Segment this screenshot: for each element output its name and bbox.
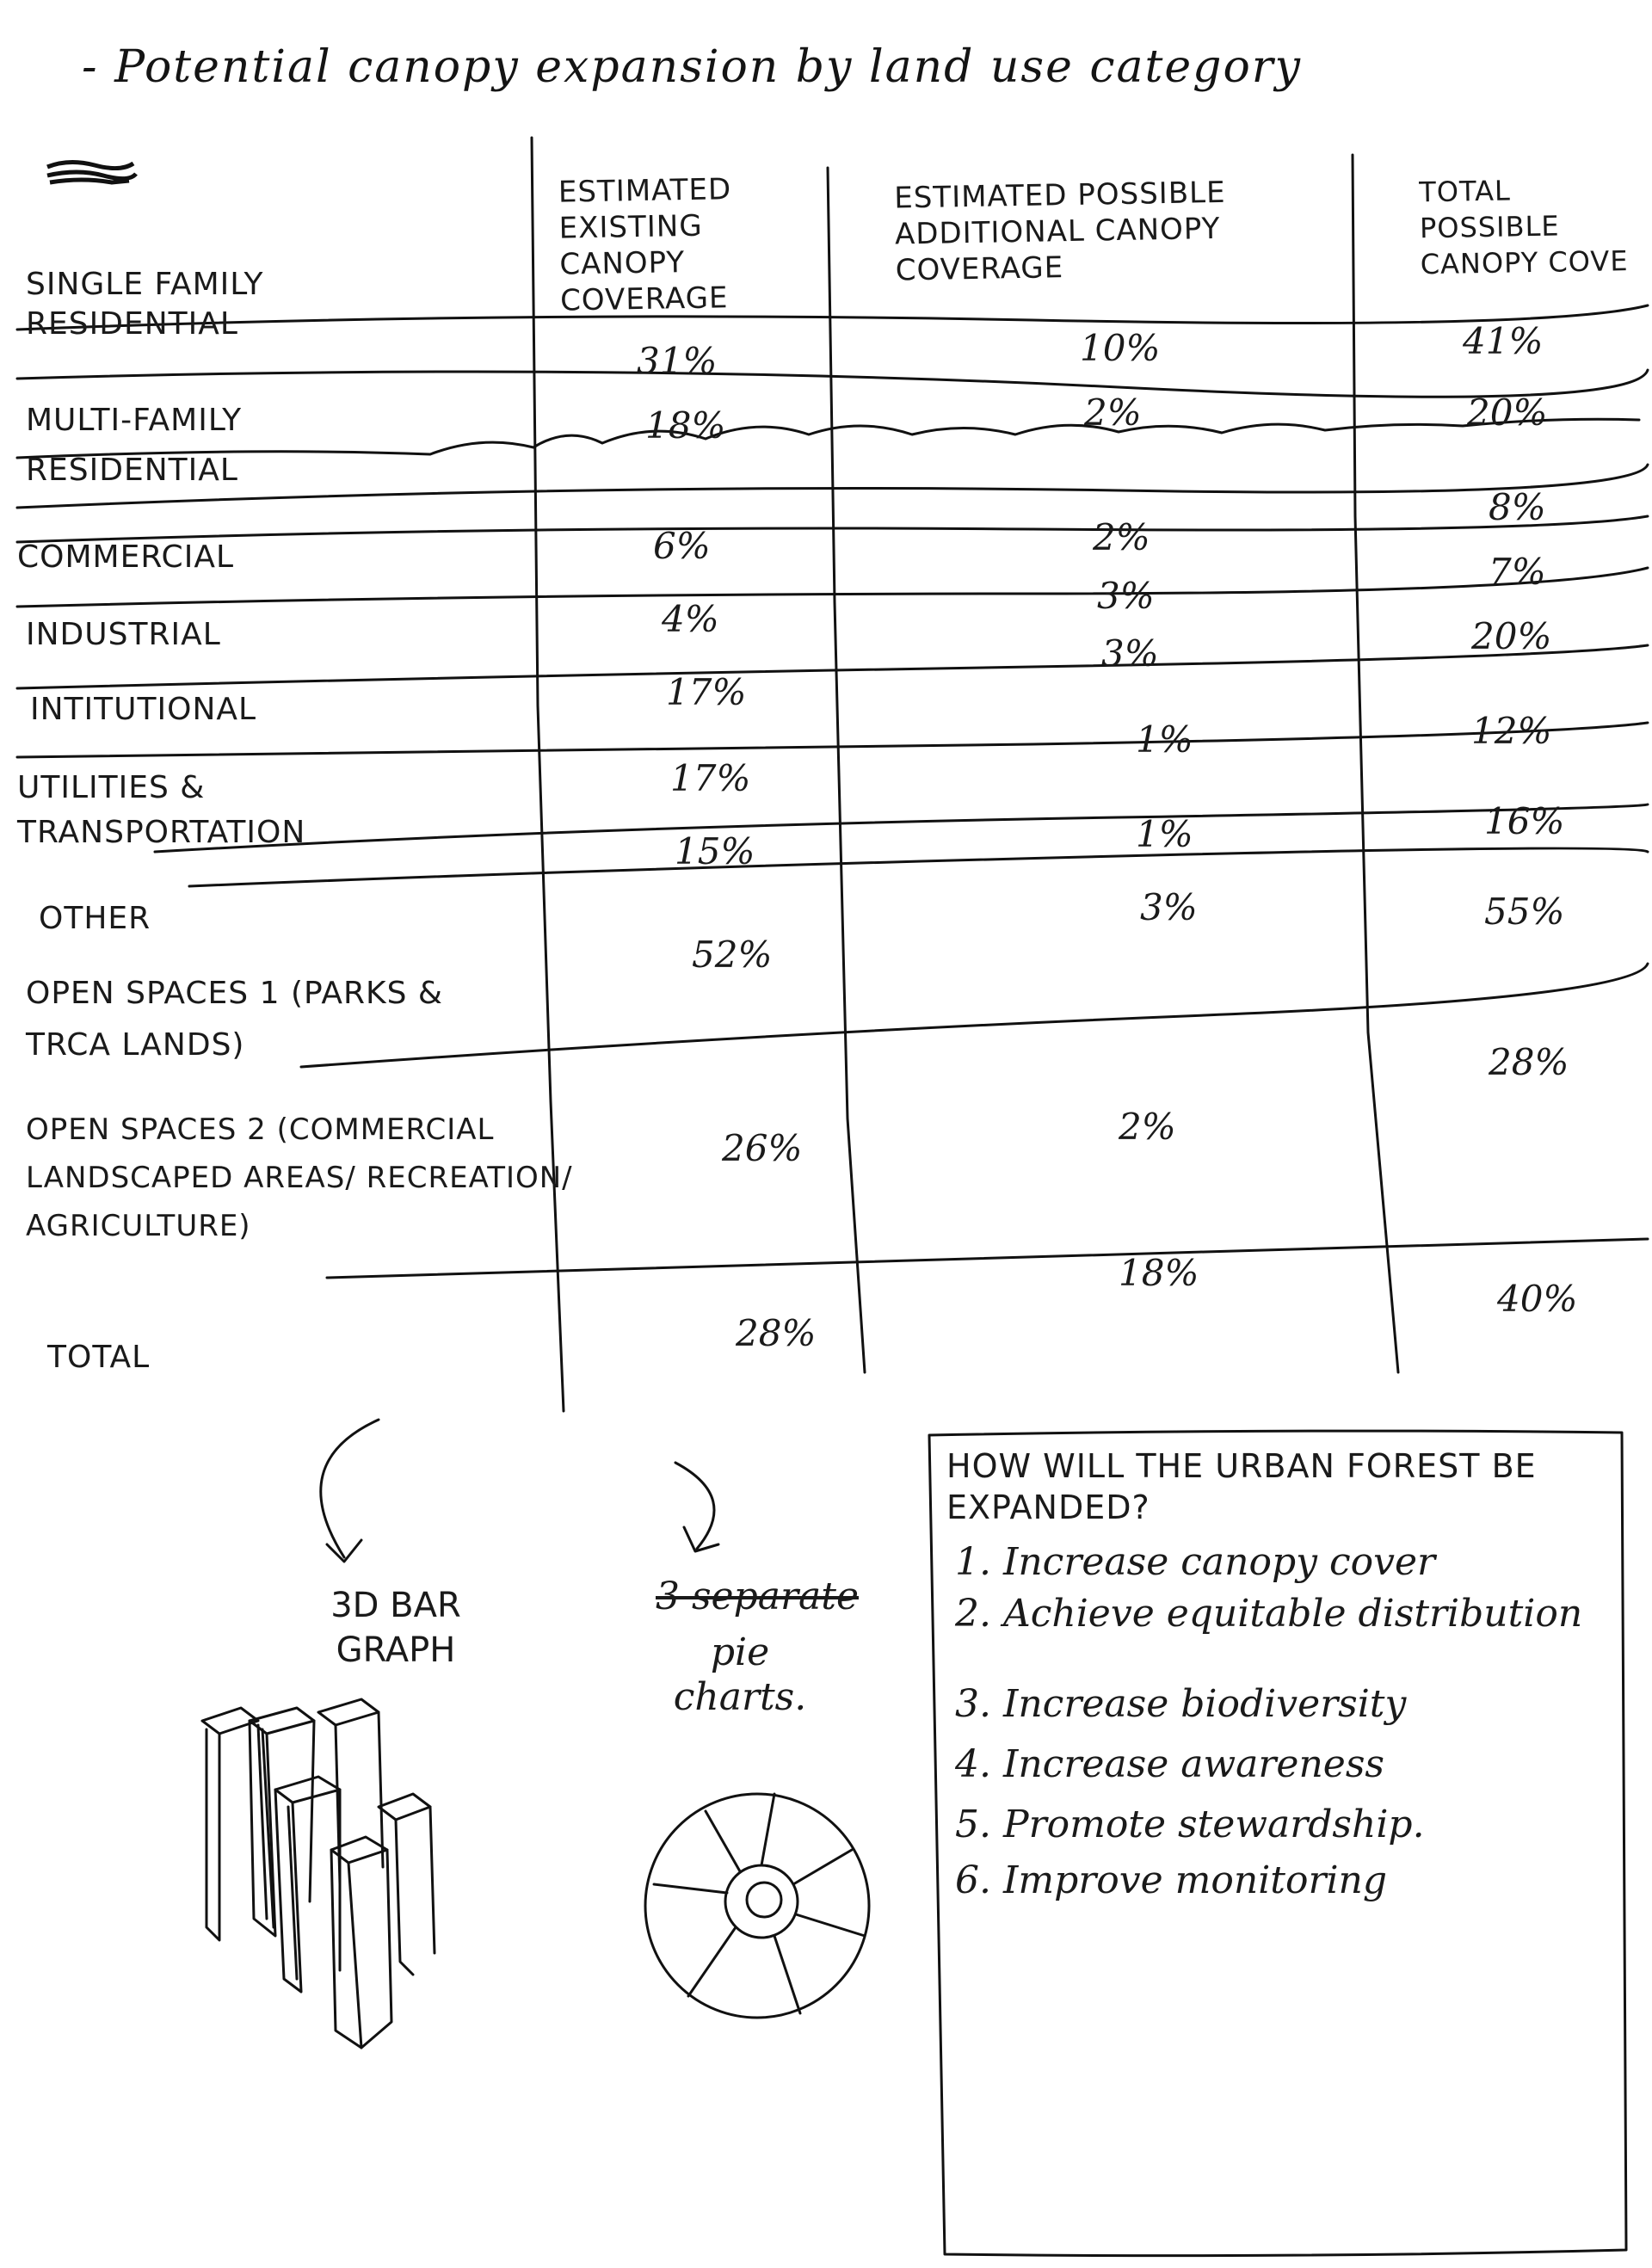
additional-multi-family: 2% — [1084, 391, 1142, 434]
page-title: - Potential canopy expansion by land use category — [82, 41, 1303, 93]
category-institutional: INTITUTIONAL — [30, 692, 257, 727]
goal-item: 4. Increase awareness — [955, 1742, 1384, 1786]
3d-bar-graph-sketch — [202, 1699, 435, 2048]
pie-chart-label: pie charts. — [673, 1630, 807, 1719]
existing-institutional: 17% — [666, 671, 747, 713]
existing-single-family: 31% — [637, 340, 718, 382]
header-existing: ESTIMATED EXISTING CANOPY COVERAGE — [558, 172, 732, 318]
total-institutional: 12% — [1471, 710, 1552, 752]
category-open-spaces-2: OPEN SPACES 2 (COMMERCIAL LANDSCAPED AREAS/ RECREATION/ AGRICULTURE) — [26, 1112, 573, 1243]
additional-open-spaces-1: 3% — [1140, 886, 1198, 928]
pie-crossed-label: 3 separate — [656, 1575, 859, 1618]
total-single-family: 41% — [1463, 320, 1544, 362]
category-commercial: COMMERCIAL — [17, 539, 234, 575]
box-title: HOW WILL THE URBAN FOREST BE EXPANDED? — [946, 1447, 1537, 1526]
category-total: TOTAL — [47, 1340, 151, 1375]
total-open-spaces-1: 28% — [1489, 1041, 1569, 1083]
category-industrial: INDUSTRIAL — [26, 617, 221, 652]
total-total: 40% — [1497, 1278, 1578, 1320]
pie-chart-sketch — [645, 1794, 869, 2018]
existing-total: 28% — [736, 1312, 817, 1354]
goal-item: 3. Increase biodiversity — [955, 1682, 1407, 1726]
total-commercial: 7% — [1489, 551, 1546, 593]
category-other: OTHER — [39, 901, 151, 936]
category-utilities: UTILITIES & TRANSPORTATION — [17, 770, 306, 850]
additional-commercial: 2% — [1093, 516, 1150, 558]
total-spare: 8% — [1489, 486, 1546, 528]
category-single-family: SINGLE FAMILY RESIDENTIAL — [26, 267, 264, 342]
additional-utilities: 1% — [1136, 718, 1193, 761]
additional-other: 1% — [1136, 813, 1193, 855]
existing-open-spaces-1: 52% — [692, 934, 773, 976]
total-multi-family: 20% — [1467, 391, 1548, 434]
existing-multi-family: 18% — [645, 404, 726, 447]
existing-industrial: 4% — [662, 598, 719, 640]
header-total: TOTAL POSSIBLE CANOPY COVE — [1418, 174, 1629, 281]
total-industrial: 20% — [1471, 615, 1552, 657]
existing-open-spaces-2: 26% — [722, 1127, 803, 1169]
category-multi-family: MULTI-FAMILY RESIDENTIAL — [26, 403, 243, 488]
additional-open-spaces-2: 2% — [1119, 1106, 1176, 1148]
goal-item: 1. Increase canopy cover — [955, 1540, 1436, 1584]
header-additional: ESTIMATED POSSIBLE ADDITIONAL CANOPY COVERAGE — [893, 175, 1226, 288]
existing-other: 15% — [675, 830, 755, 872]
goal-item: 2. Achieve equitable distribution — [955, 1592, 1583, 1636]
additional-total: 18% — [1119, 1252, 1199, 1294]
additional-institutional: 3% — [1101, 632, 1159, 675]
existing-utilities: 17% — [670, 757, 751, 799]
category-open-spaces-1: OPEN SPACES 1 (PARKS & TRCA LANDS) — [26, 976, 444, 1063]
goal-item: 5. Promote stewardship. — [955, 1803, 1425, 1846]
total-utilities: 16% — [1484, 800, 1565, 842]
total-other: 55% — [1484, 891, 1565, 933]
goal-item: 6. Improve monitoring — [955, 1858, 1388, 1902]
existing-commercial: 6% — [653, 525, 711, 567]
additional-single-family: 10% — [1080, 327, 1161, 369]
bar-graph-label: 3D BAR GRAPH — [330, 1586, 461, 1670]
additional-industrial: 3% — [1097, 575, 1155, 617]
